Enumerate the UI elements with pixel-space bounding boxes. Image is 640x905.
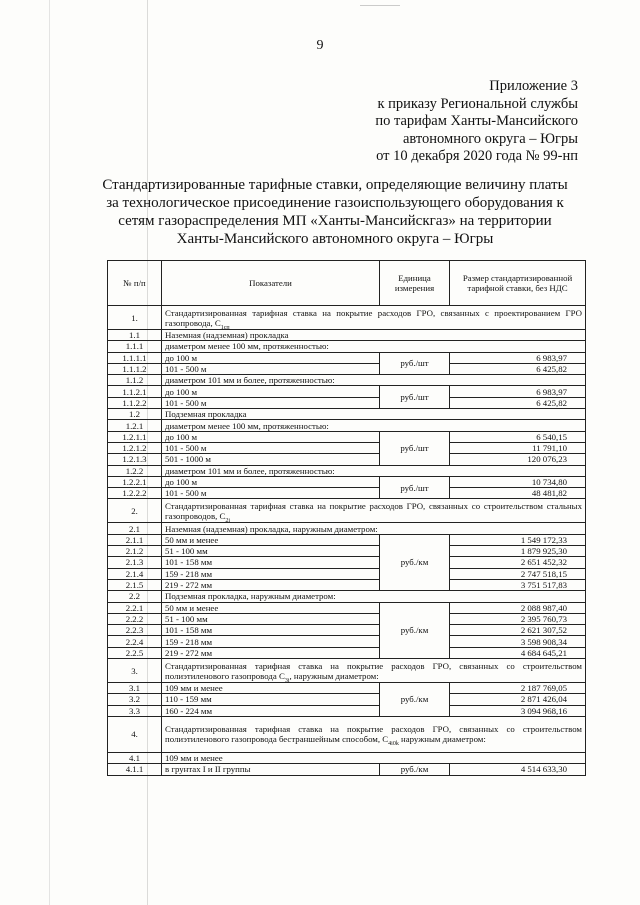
table-row (108, 386, 586, 397)
row-text: 219 - 272 мм (162, 579, 380, 590)
title-line: Стандартизированные тарифные ставки, определяющие величину платы (102, 177, 568, 193)
row-number: 1.1 (108, 330, 162, 341)
row-number: 3.1 (108, 683, 162, 694)
row-value: 2 395 760,73 (450, 613, 586, 624)
row-text: 101 - 500 м (162, 363, 380, 374)
row-number: 1.1.2.2 (108, 397, 162, 408)
row-number: 4.1.1 (108, 764, 162, 775)
row-value: 2 747 518,15 (450, 568, 586, 579)
row-number: 2.2 (108, 591, 162, 602)
row-value: 6 425,82 (450, 363, 586, 374)
row-value: 4 514 633,30 (450, 764, 586, 775)
table-row (108, 488, 586, 499)
row-text: 110 - 159 мм (162, 694, 380, 705)
row-value: 10 734,80 (450, 476, 586, 487)
row-text: 50 мм и менее (162, 534, 380, 545)
row-text-tail: , наружным диаметром: (289, 670, 379, 681)
row-text: 101 - 500 м (162, 488, 380, 499)
table-row (108, 705, 586, 716)
row-number: 2.1.1 (108, 534, 162, 545)
row-text-main: Стандартизированная тарифная ставка на покрытие расходов ГРО, связанных со строительством стальных газопроводов, С (165, 500, 582, 521)
table-row (108, 476, 586, 487)
appendix-line: по тарифам Ханты-Мансийского (375, 113, 578, 129)
row-number: 2.2.5 (108, 647, 162, 658)
row-value: 2 651 452,32 (450, 557, 586, 568)
row-value: 6 540,15 (450, 431, 586, 442)
table-row (108, 752, 586, 763)
header-unit: Единица измерения (380, 261, 450, 306)
row-number: 3.3 (108, 705, 162, 716)
table-row (108, 636, 586, 647)
row-number: 1.2.1.1 (108, 431, 162, 442)
row-text: 219 - 272 мм (162, 647, 380, 658)
table-row (108, 647, 586, 658)
table-row (108, 375, 586, 386)
table-row (108, 557, 586, 568)
row-text-tail: наружным диаметром: (398, 734, 486, 745)
row-value: 6 425,82 (450, 397, 586, 408)
row-text: Подземная прокладка, наружным диаметром: (162, 591, 586, 602)
row-value: 2 187 769,05 (450, 683, 586, 694)
row-number: 4. (108, 716, 162, 752)
row-number: 2.2.3 (108, 625, 162, 636)
table-row (108, 420, 586, 431)
row-text: 101 - 158 мм (162, 625, 380, 636)
row-text: диаметром менее 100 мм, протяженностью: (162, 341, 586, 352)
row-text: до 100 м (162, 352, 380, 363)
table-row (108, 431, 586, 442)
row-number: 1.2.1.2 (108, 442, 162, 453)
row-value: 120 076,23 (450, 454, 586, 465)
row-number: 1.2.1.3 (108, 454, 162, 465)
row-unit: руб./км (380, 534, 450, 590)
row-number: 2.1.5 (108, 579, 162, 590)
row-number: 2.2.2 (108, 613, 162, 624)
title-line: Ханты-Мансийского автономного округа – Югры (176, 231, 494, 247)
row-text: 101 - 500 м (162, 397, 380, 408)
row-text (162, 659, 586, 683)
table-row (108, 352, 586, 363)
table-row (108, 330, 586, 341)
row-text: 109 мм и менее (162, 683, 380, 694)
table-row (108, 442, 586, 453)
row-text-main: Стандартизированная тарифная ставка на покрытие расходов ГРО, связанных со строительством полиэтиленового газопровода С (165, 660, 582, 681)
table-row (108, 659, 586, 683)
header-size: Размер стандартизированной тарифной ставки, без НДС (450, 261, 586, 306)
table-row (108, 683, 586, 694)
row-number: 1.2.2.1 (108, 476, 162, 487)
table-row (108, 363, 586, 374)
title-line: за технологическое присоединение газоиспользующего оборудования к (106, 195, 564, 211)
row-text: диаметром менее 100 мм, протяженностью: (162, 420, 586, 431)
row-number: 2. (108, 499, 162, 523)
scan-top-mark (360, 5, 400, 6)
header-num: № п/п (108, 261, 162, 306)
row-number: 2.2.4 (108, 636, 162, 647)
row-value: 6 983,97 (450, 386, 586, 397)
row-number: 2.1.3 (108, 557, 162, 568)
tariff-table (107, 260, 586, 776)
row-text-main: Стандартизированная тарифная ставка на покрытие расходов ГРО, связанных со строительством полиэтиленового газопровода бестраншейным способом, С (165, 724, 582, 745)
row-number: 1.1.1 (108, 341, 162, 352)
row-number: 1.1.2 (108, 375, 162, 386)
table-row (108, 694, 586, 705)
row-text-main: Стандартизированная тарифная ставка на покрытие расходов ГРО, связанных с проектированием ГРО газопровода, С (165, 307, 582, 328)
row-text-sub: 1сп (220, 324, 230, 331)
row-text (162, 499, 586, 523)
row-unit: руб./км (380, 764, 450, 775)
row-text: 51 - 100 мм (162, 613, 380, 624)
row-number: 1.2.1 (108, 420, 162, 431)
row-number: 2.1.2 (108, 546, 162, 557)
appendix-line: от 10 декабря 2020 года № 99-нп (376, 148, 578, 164)
row-text: в грунтах I и II группы (162, 764, 380, 775)
row-value: 48 481,82 (450, 488, 586, 499)
table-row (108, 499, 586, 523)
table-row (108, 568, 586, 579)
row-text-sub: 4i0k (388, 741, 399, 748)
row-value: 11 791,10 (450, 442, 586, 453)
row-value: 2 621 307,52 (450, 625, 586, 636)
row-value: 3 094 968,16 (450, 705, 586, 716)
table-row (108, 625, 586, 636)
row-text-sub: 2i (225, 517, 231, 524)
row-text: до 100 м (162, 431, 380, 442)
table-row (108, 579, 586, 590)
table-header-row (108, 261, 586, 306)
row-text: Наземная (надземная) прокладка (162, 330, 586, 341)
row-value: 1 549 172,33 (450, 534, 586, 545)
row-number: 1.2.2 (108, 465, 162, 476)
row-number: 1. (108, 306, 162, 330)
row-value: 4 684 645,21 (450, 647, 586, 658)
row-value: 2 871 426,04 (450, 694, 586, 705)
table-row (108, 602, 586, 613)
row-text: диаметром 101 мм и более, протяженностью: (162, 375, 586, 386)
row-text: 109 мм и менее (162, 752, 586, 763)
row-value: 6 983,97 (450, 352, 586, 363)
header-indicator: Показатели (162, 261, 380, 306)
row-unit: руб./шт (380, 431, 450, 465)
row-text (162, 716, 586, 752)
table-row (108, 546, 586, 557)
row-number: 2.1.4 (108, 568, 162, 579)
row-unit: руб./шт (380, 352, 450, 375)
row-text: Наземная (надземная) прокладка, наружным диаметром: (162, 523, 586, 534)
row-text: 101 - 158 мм (162, 557, 380, 568)
row-number: 1.1.1.1 (108, 352, 162, 363)
row-number: 1.1.1.2 (108, 363, 162, 374)
row-text: 101 - 500 м (162, 442, 380, 453)
row-text-sub: 3i (284, 677, 290, 684)
scan-margin-line (49, 0, 50, 905)
row-unit: руб./км (380, 683, 450, 717)
row-number: 3.2 (108, 694, 162, 705)
row-value: 3 751 517,83 (450, 579, 586, 590)
row-number: 2.1 (108, 523, 162, 534)
row-number: 1.2 (108, 409, 162, 420)
table-row (108, 306, 586, 330)
appendix-block (375, 78, 578, 166)
table-row (108, 613, 586, 624)
page-number: 9 (316, 38, 324, 53)
row-text: Подземная прокладка (162, 409, 586, 420)
table-row (108, 764, 586, 775)
table-row (108, 716, 586, 752)
table-row (108, 534, 586, 545)
row-number: 1.2.2.2 (108, 488, 162, 499)
row-text: до 100 м (162, 386, 380, 397)
row-text: 501 - 1000 м (162, 454, 380, 465)
row-text: 159 - 218 мм (162, 636, 380, 647)
appendix-line: автономного округа – Югры (402, 130, 578, 147)
row-text: до 100 м (162, 476, 380, 487)
table-row (108, 454, 586, 465)
title-line: сетям газораспределения МП «Ханты-Мансийскгаз» на территории (118, 213, 552, 229)
table-row (108, 591, 586, 602)
table-row (108, 397, 586, 408)
table-row (108, 341, 586, 352)
row-unit: руб./шт (380, 386, 450, 409)
row-value: 2 088 987,40 (450, 602, 586, 613)
row-value: 1 879 925,30 (450, 546, 586, 557)
document-title (100, 176, 570, 248)
row-unit: руб./шт (380, 476, 450, 499)
appendix-line: к приказу Региональной службы (377, 95, 578, 112)
row-text: 50 мм и менее (162, 602, 380, 613)
table-row (108, 409, 586, 420)
row-text (162, 306, 586, 330)
row-text: 51 - 100 мм (162, 546, 380, 557)
row-number: 3. (108, 659, 162, 683)
row-number: 1.1.2.1 (108, 386, 162, 397)
row-text: 160 - 224 мм (162, 705, 380, 716)
row-unit: руб./км (380, 602, 450, 658)
row-value: 3 598 908,34 (450, 636, 586, 647)
row-number: 2.2.1 (108, 602, 162, 613)
row-text: диаметром 101 мм и более, протяженностью: (162, 465, 586, 476)
table-row (108, 523, 586, 534)
row-text: 159 - 218 мм (162, 568, 380, 579)
row-number: 4.1 (108, 752, 162, 763)
appendix-line: Приложение 3 (489, 78, 578, 94)
table-row (108, 465, 586, 476)
